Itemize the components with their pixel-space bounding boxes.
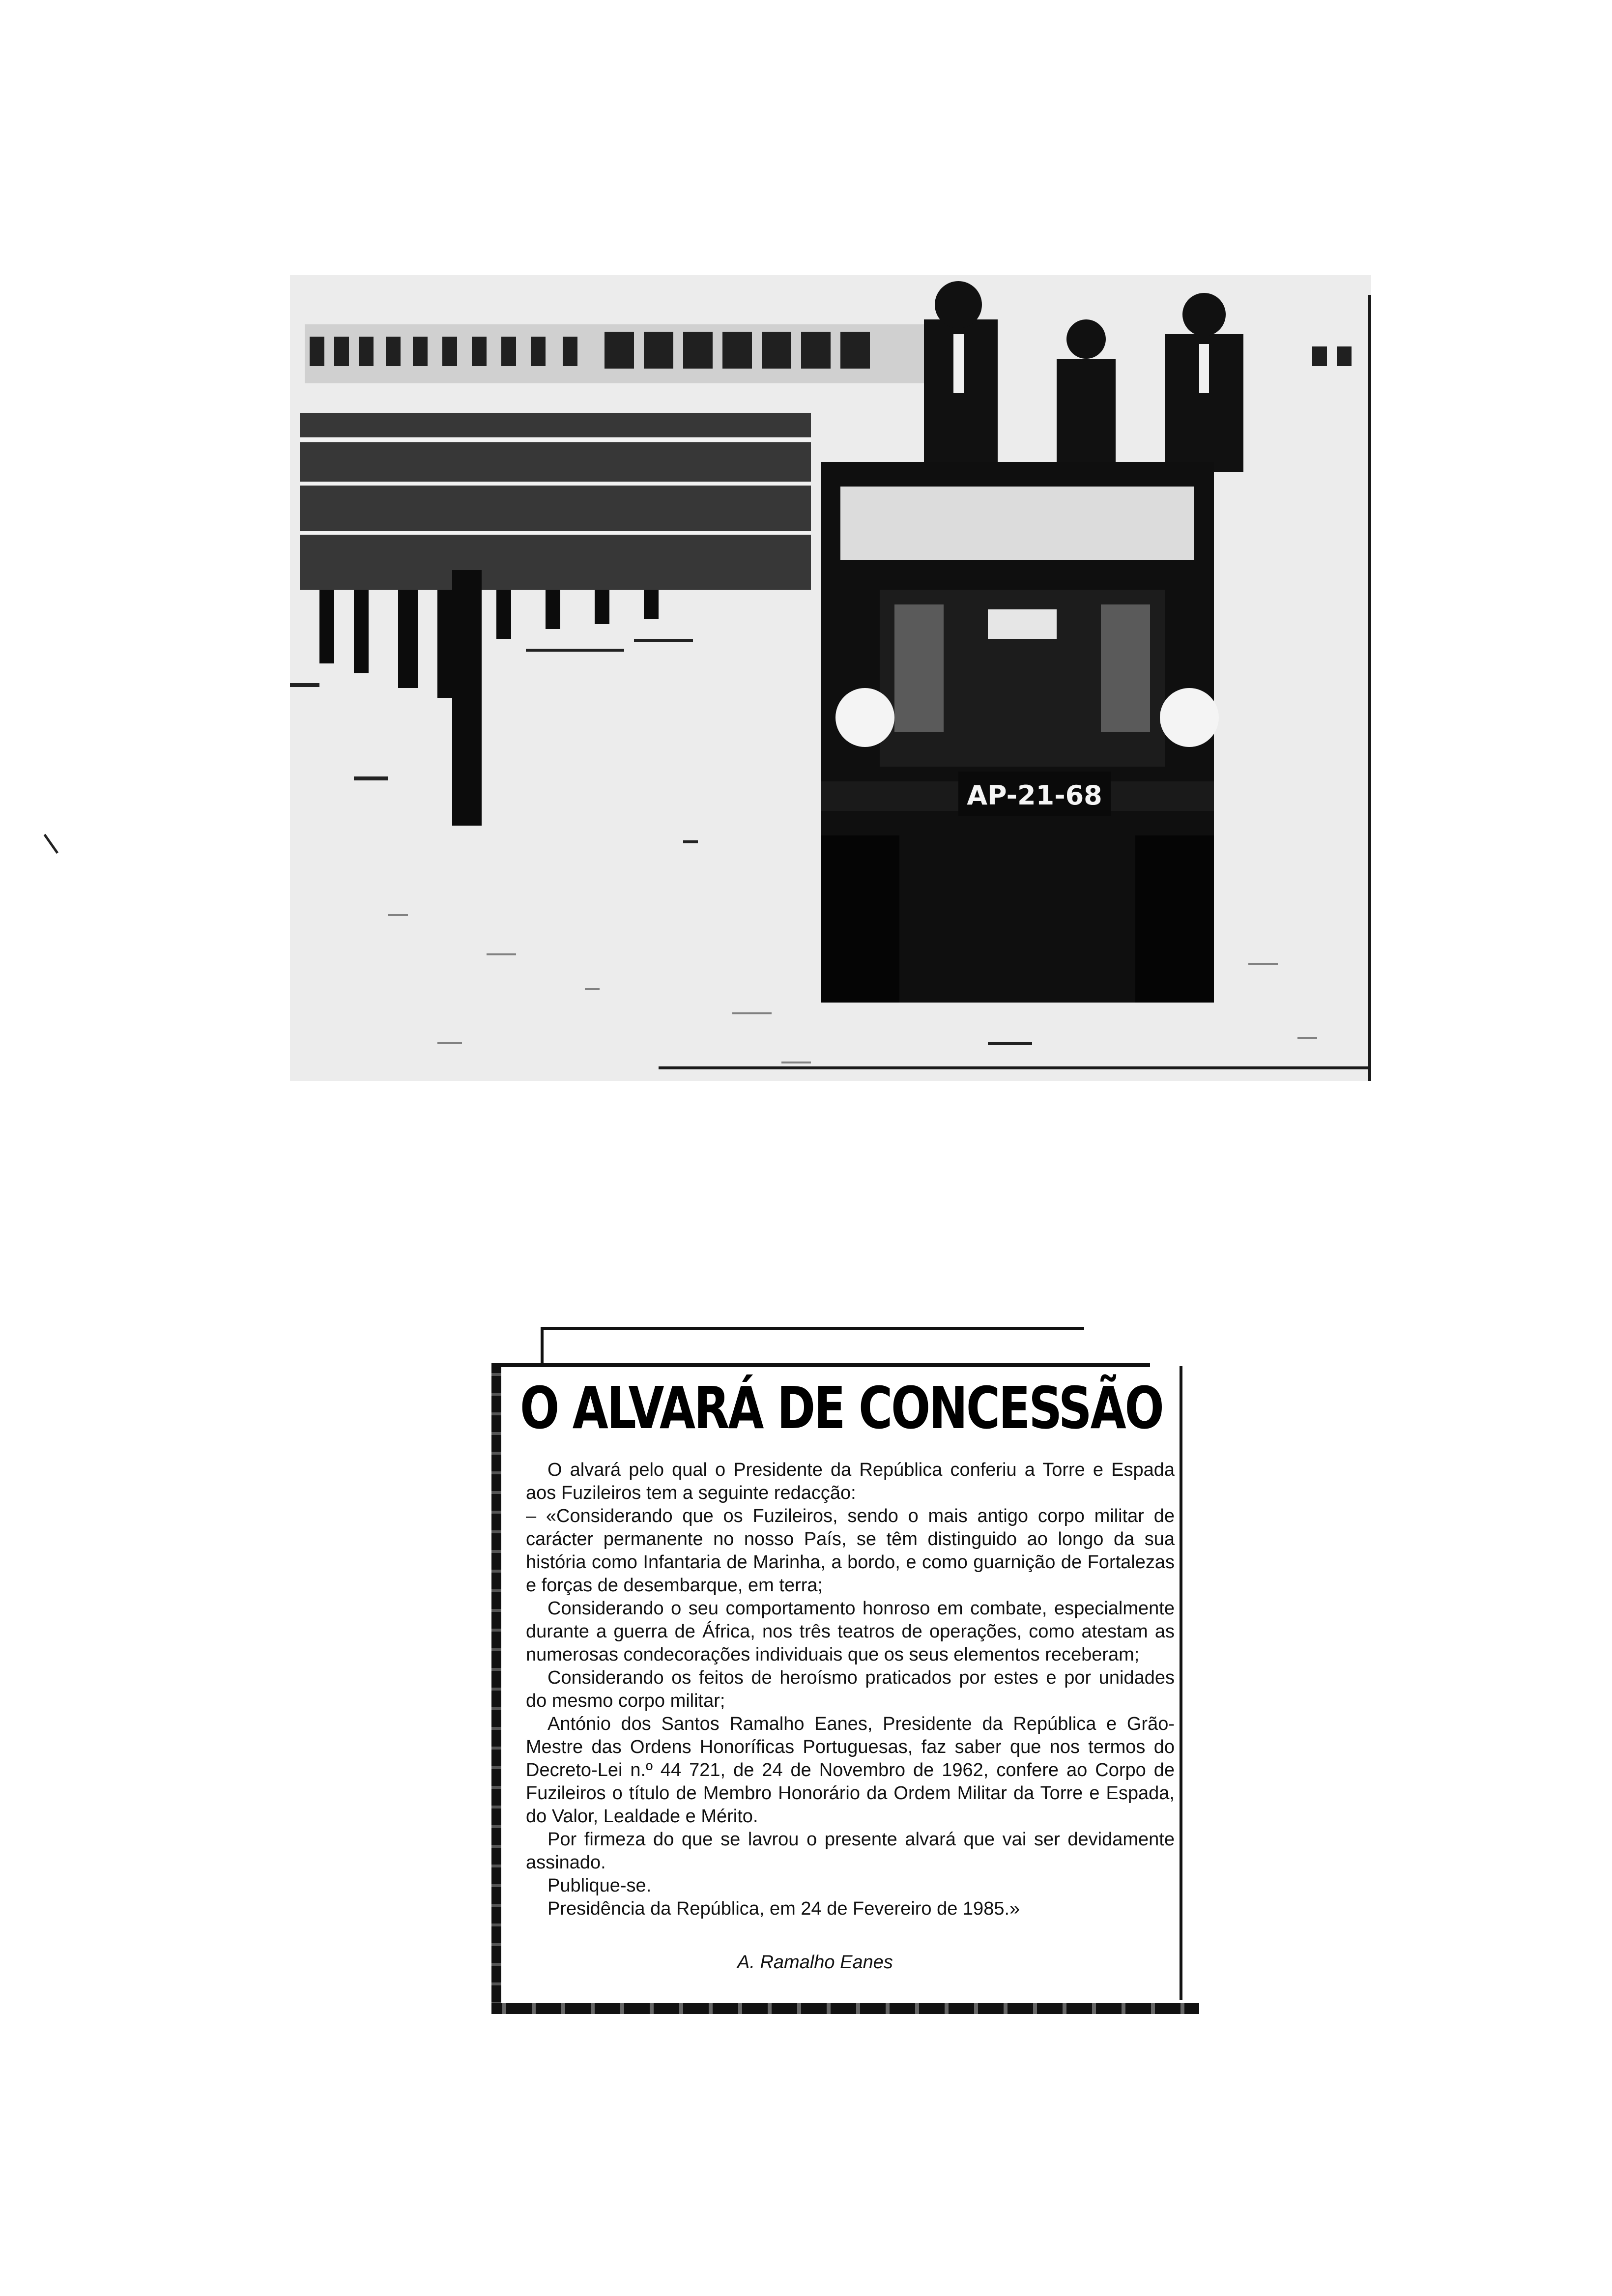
article-clipping — [491, 1327, 1204, 2020]
clipping-edge — [491, 2003, 1199, 2014]
article-paragraph: Publique-se. — [547, 1875, 652, 1896]
news-photo-image — [290, 275, 1371, 1081]
article-paragraph: António dos Santos Ramalho Eanes, Presidente da República e Grão-Mestre das Ordens Honoríficas Portuguesas, faz saber que nos termos do Decreto-Lei n.º 44 721, de 24 de Novembro de 1962, confere ao Corpo de Fuzileiros o título de Membro Honorário da Ordem Militar da Torre e Espada, do Valor, Lealdade e Mérito. — [526, 1714, 1175, 1827]
photo-border — [1368, 295, 1371, 1081]
clipping-edge — [1180, 1366, 1182, 2000]
article-body — [526, 1459, 1175, 1921]
article-paragraph: – «Considerando que os Fuzileiros, sendo o mais antigo corpo militar de carácter permanente no nosso País, se têm distinguido ao longo da sua história como Infantaria de Marinha, a bordo, e como guarnição de Fortalezas e forças de desembarque, em terra; — [526, 1506, 1175, 1596]
photo-border — [659, 1066, 1371, 1069]
article-paragraph: Presidência da República, em 24 de Fevereiro de 1985.» — [547, 1898, 1020, 1919]
article-paragraph: Considerando os feitos de heroísmo praticados por estes e por unidades do mesmo corpo militar; — [526, 1667, 1175, 1711]
article-headline: O ALVARÁ DE CONCESSÃO — [520, 1374, 1163, 1442]
article-signature: A. Ramalho Eanes — [737, 1952, 893, 1973]
article-paragraph: Considerando o seu comportamento honroso em combate, especialmente durante a guerra de África, nos três teatros de operações, como atestam as numerosas condecorações individuais que os seus elementos receberam; — [526, 1598, 1175, 1665]
news-photo — [290, 275, 1371, 1081]
article-paragraph: O alvará pelo qual o Presidente da República conferiu a Torre e Espada aos Fuzileiros tem a seguinte redacção: — [526, 1460, 1175, 1503]
headline-rule — [491, 1363, 1150, 1367]
article-paragraph: Por firmeza do que se lavrou o presente alvará que vai ser devidamente assinado. — [526, 1829, 1175, 1873]
clipping-edge — [491, 1366, 501, 2010]
clipping-edge — [541, 1327, 1084, 1364]
stray-mark — [44, 830, 64, 854]
license-plate: AP-21-68 — [967, 780, 1102, 811]
